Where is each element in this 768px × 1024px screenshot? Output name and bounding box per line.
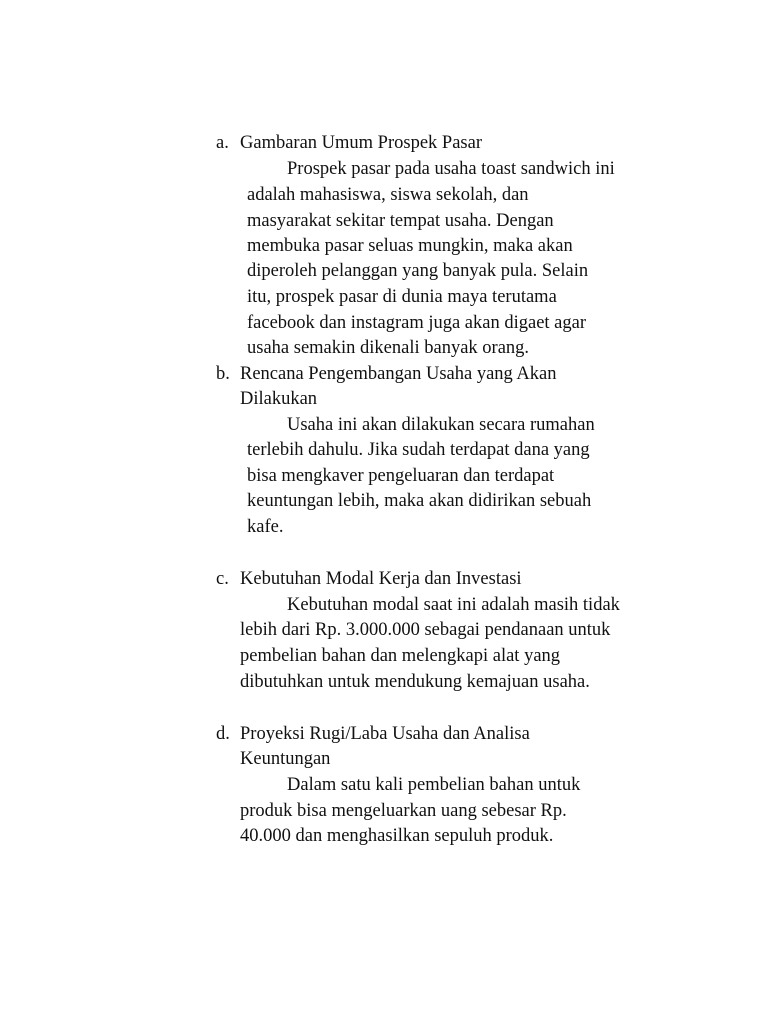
section-marker: d. [216, 724, 230, 744]
paragraph-line: Usaha ini akan dilakukan secara rumahan [287, 415, 595, 435]
paragraph-line: itu, prospek pasar di dunia maya terutama [247, 287, 557, 307]
paragraph-line: lebih dari Rp. 3.000.000 sebagai pendanaan untuk [240, 620, 611, 640]
paragraph-line: kafe. [247, 517, 284, 537]
section-heading: Proyeksi Rugi/Laba Usaha dan Analisa [240, 724, 530, 744]
paragraph-line: keuntungan lebih, maka akan didirikan sebuah [247, 491, 592, 511]
paragraph-line: usaha semakin dikenali banyak orang. [247, 338, 530, 358]
section-heading: Kebutuhan Modal Kerja dan Investasi [240, 569, 522, 589]
paragraph-line: membuka pasar seluas mungkin, maka akan [247, 236, 573, 256]
paragraph-line: facebook dan instagram juga akan digaet agar [247, 313, 587, 333]
section-marker: b. [216, 364, 230, 384]
section-heading: Dilakukan [240, 389, 318, 409]
paragraph-line: terlebih dahulu. Jika sudah terdapat dana yang [247, 440, 590, 460]
paragraph-line: dibutuhkan untuk mendukung kemajuan usaha. [240, 672, 590, 692]
section-heading: Gambaran Umum Prospek Pasar [240, 133, 482, 153]
paragraph-line: masyarakat sekitar tempat usaha. Dengan [247, 211, 554, 231]
section-marker: c. [216, 569, 229, 589]
section-marker: a. [216, 133, 229, 153]
paragraph-line: Kebutuhan modal saat ini adalah masih tidak [287, 595, 620, 615]
paragraph-line: 40.000 dan menghasilkan sepuluh produk. [240, 826, 554, 846]
paragraph-line: adalah mahasiswa, siswa sekolah, dan [247, 185, 529, 205]
section-heading: Rencana Pengembangan Usaha yang Akan [240, 364, 557, 384]
section-heading: Keuntungan [240, 749, 331, 769]
paragraph-line: Dalam satu kali pembelian bahan untuk [287, 775, 581, 795]
paragraph-line: Prospek pasar pada usaha toast sandwich ini [287, 159, 615, 179]
paragraph-line: produk bisa mengeluarkan uang sebesar Rp. [240, 801, 567, 821]
paragraph-line: bisa mengkaver pengeluaran dan terdapat [247, 466, 555, 486]
paragraph-line: diperoleh pelanggan yang banyak pula. Selain [247, 261, 589, 281]
paragraph-line: pembelian bahan dan melengkapi alat yang [240, 646, 561, 666]
